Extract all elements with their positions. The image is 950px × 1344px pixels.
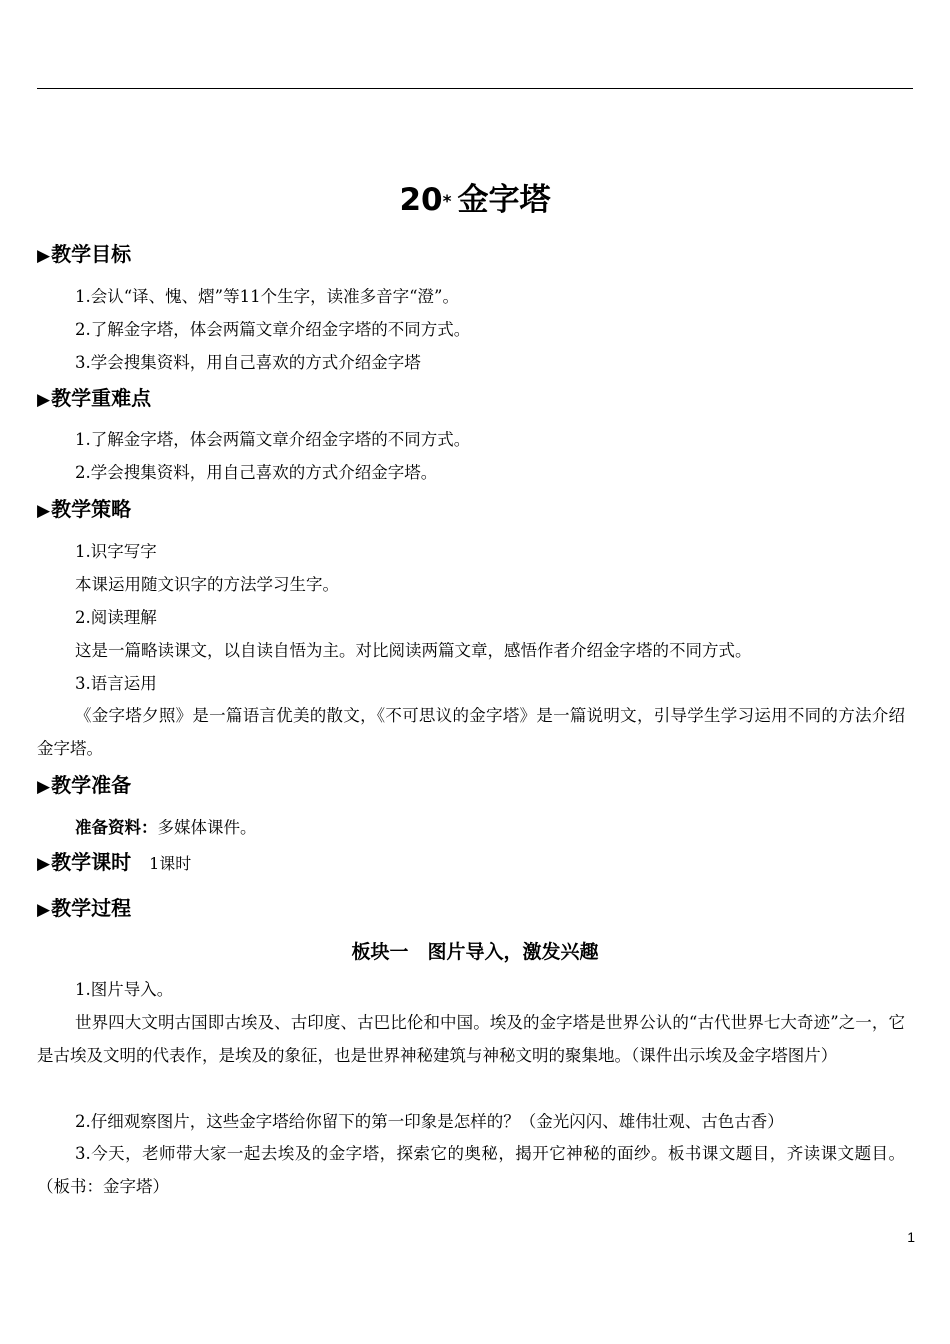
strategy-subheading: 2.阅读理解: [75, 608, 157, 627]
process-item: 1.图片导入。: [75, 980, 174, 999]
preparation-label: 准备资料：: [75, 818, 158, 837]
triangle-icon: ▶: [37, 501, 51, 521]
strategy-subheading: 3.语言运用: [75, 674, 157, 693]
section-heading-key-points: ▶教学重难点: [37, 386, 152, 410]
hours-value: 1课时: [149, 854, 192, 873]
section-heading-process: ▶教学过程: [37, 896, 132, 920]
key-point-item: 1.了解金字塔，体会两篇文章介绍金字塔的不同方式。: [75, 430, 471, 449]
triangle-icon: ▶: [37, 900, 51, 920]
lesson-number: 20: [399, 182, 443, 218]
process-item: 3.今天，老师带大家一起去埃及的金字塔，探索它的奥秘，揭开它神秘的面纱。板书课文题目，齐读课文题目。（板书：金字塔）: [37, 1144, 905, 1196]
goal-item: 3.学会搜集资料，用自己喜欢的方式介绍金字塔: [75, 353, 421, 372]
process-item: 2.仔细观察图片，这些金字塔给你留下的第一印象是怎样的？（金光闪闪、雄伟壮观、古色古香）: [75, 1112, 784, 1131]
page-title: [0, 178, 950, 222]
strategy-subheading: 1.识字写字: [75, 542, 157, 561]
goal-item: 2.了解金字塔，体会两篇文章介绍金字塔的不同方式。: [75, 320, 471, 339]
triangle-icon: ▶: [37, 854, 51, 874]
header-rule: [37, 88, 913, 89]
goal-item: 1.会认“译、愧、熠”等11个生字，读准多音字“澄”。: [75, 287, 459, 306]
section-heading-preparation: ▶教学准备: [37, 773, 132, 797]
strategy-text: 《金字塔夕照》是一篇语言优美的散文，《不可思议的金字塔》是一篇说明文，引导学生学习运用不同的方法介绍金字塔。: [37, 706, 905, 758]
preparation-line: [37, 811, 905, 844]
section-heading-hours: ▶教学课时 1课时: [37, 850, 192, 874]
triangle-icon: ▶: [37, 777, 51, 797]
block-title: 板块一 图片导入，激发兴趣: [351, 941, 599, 963]
page-number: 1: [907, 1229, 915, 1245]
process-paragraph: 世界四大文明古国即古埃及、古印度、古巴比伦和中国。埃及的金字塔是世界公认的“古代世界七大奇迹”之一，它是古埃及文明的代表作，是埃及的象征，也是世界神秘建筑与神秘文明的聚集地。（课件出示埃及金字塔图片）: [37, 1013, 905, 1065]
strategy-text: 这是一篇略读课文，以自读自悟为主。对比阅读两篇文章，感悟作者介绍金字塔的不同方式。: [75, 641, 752, 660]
key-point-item: 2.学会搜集资料，用自己喜欢的方式介绍金字塔。: [75, 463, 438, 482]
preparation-value: 多媒体课件。: [157, 818, 257, 837]
skim-reading-mark: *: [442, 192, 452, 212]
triangle-icon: ▶: [37, 246, 51, 266]
section-heading-goals: ▶教学目标: [37, 242, 132, 266]
section-heading-strategy: ▶教学策略: [37, 497, 132, 521]
triangle-icon: ▶: [37, 390, 51, 410]
lesson-title: 金字塔: [457, 182, 551, 218]
strategy-text: 本课运用随文识字的方法学习生字。: [75, 575, 339, 594]
